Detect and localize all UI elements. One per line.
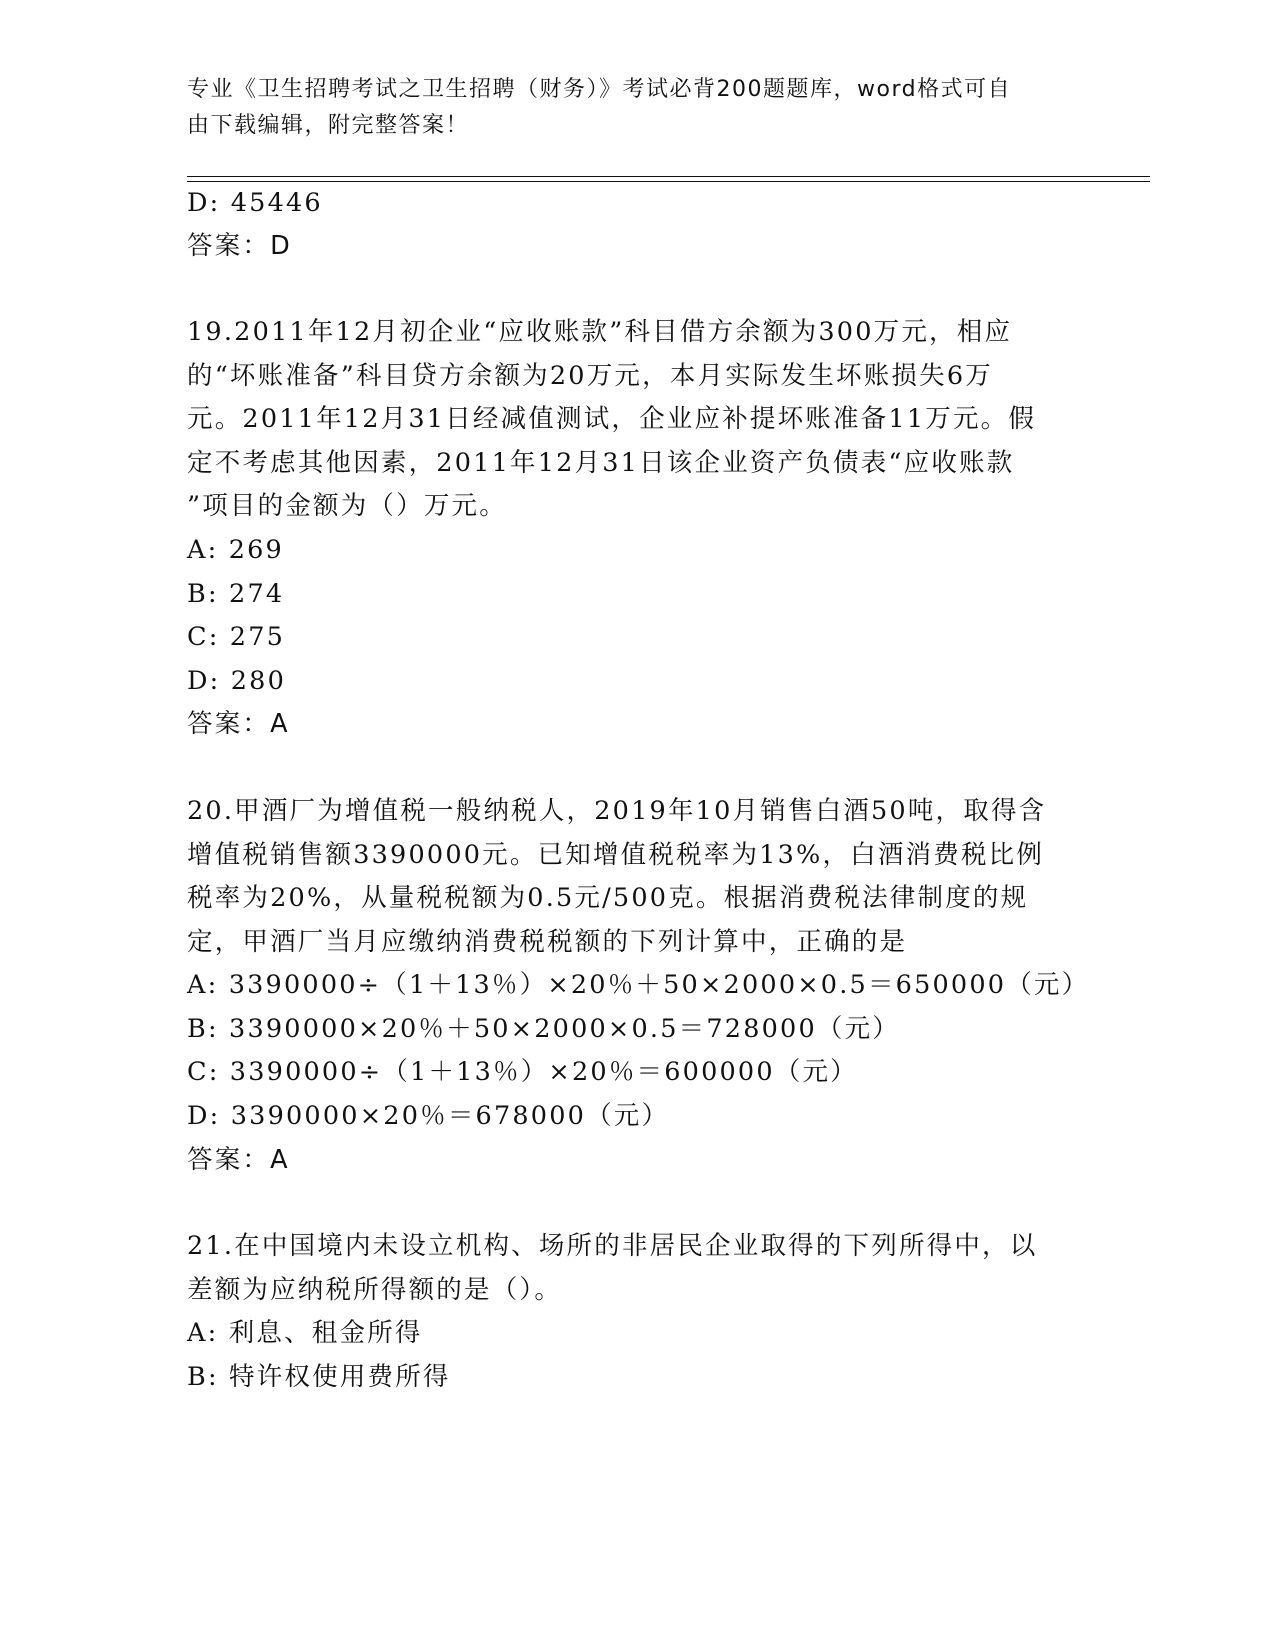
q21-option-b: B: 特许权使用费所得 [187,1362,451,1392]
q20-text-line-2: 增值税销售额3390000元。已知增值税税率为13%，白酒消费税比例 [187,840,1045,870]
q21-text-line-1: 21.在中国境内未设立机构、场所的非居民企业取得的下列所得中，以 [187,1231,1038,1261]
q19-text-line-1: 19.2011年12月初企业“应收账款”科目借方余额为300万元，相应 [187,317,1013,347]
q19-text-line-4: 定不考虑其他因素，2011年12月31日该企业资产负债表“应收账款 [187,448,1015,478]
q20-option-d: D: 3390000×20％＝678000（元） [187,1101,670,1131]
q19-text-line-2: 的“坏账准备”科目贷方余额为20万元，本月实际发生坏账损失6万 [187,361,993,391]
q20-text-line-1: 20.甲酒厂为增值税一般纳税人，2019年10月销售白酒50吨，取得含 [187,796,1047,826]
q20-text-line-3: 税率为20%，从量税税额为0.5元/500克。根据消费税法律制度的规 [187,883,1029,913]
q19-option-c: C: 275 [187,622,286,652]
q19-text-line-3: 元。2011年12月31日经减值测试，企业应补提坏账准备11万元。假 [187,404,1037,434]
q19-text-line-5: ”项目的金额为（）万元。 [187,491,507,521]
q19-option-a: A: 269 [187,535,284,565]
q21-option-a: A: 利息、租金所得 [187,1318,423,1348]
q20-text-line-4: 定，甲酒厂当月应缴纳消费税税额的下列计算中，正确的是 [187,927,908,957]
q19-option-d: D: 280 [187,666,287,696]
header-title-line-1: 专业《卫生招聘考试之卫生招聘（财务）》考试必背200题题库，word格式可自 [187,77,1012,102]
q20-option-a: A: 3390000÷（1＋13％）×20％＋50×2000×0.5＝650000（元） [187,970,1090,1000]
q21-text-line-2: 差额为应纳税所得额的是（）。 [187,1275,563,1305]
header-title-line-2: 由下载编辑，附完整答案！ [187,113,470,138]
header-rule-top [187,176,1150,177]
q20-option-b: B: 3390000×20％＋50×2000×0.5＝728000（元） [187,1014,900,1044]
q19-answer: 答案：A [187,709,290,739]
document-header [187,72,1077,144]
header-rule-bottom [187,181,1150,182]
prev-answer: 答案：D [187,231,292,261]
q19-option-b: B: 274 [187,579,285,609]
q20-answer: 答案：A [187,1145,290,1175]
prev-option-d: D: 45446 [187,188,323,218]
q20-option-c: C: 3390000÷（1＋13％）×20％＝600000（元） [187,1057,858,1087]
